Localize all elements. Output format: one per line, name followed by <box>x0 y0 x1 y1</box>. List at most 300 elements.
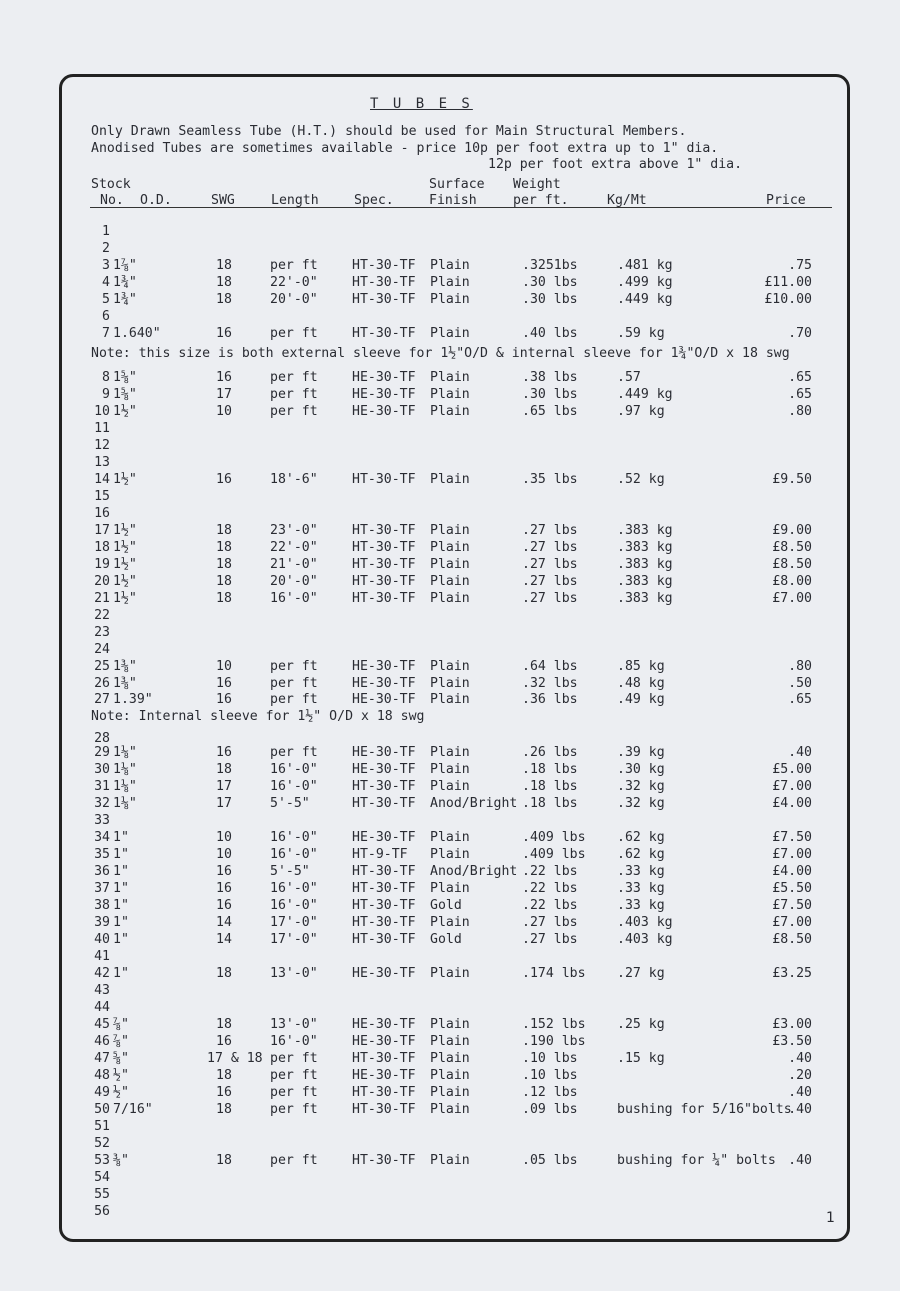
stock-no: 45 <box>94 1017 110 1032</box>
table-row <box>0 1068 900 1084</box>
length: 21'-0" <box>270 557 318 572</box>
surface-finish: Plain <box>430 387 470 402</box>
stock-no: 39 <box>94 915 110 930</box>
outer-diameter: ½" <box>113 1085 129 1100</box>
surface-finish: Gold <box>430 932 462 947</box>
header-spec: Spec. <box>354 193 394 208</box>
swg-gauge: 18 <box>216 1153 232 1168</box>
kg-per-metre: .62 kg <box>617 830 665 845</box>
weight-per-ft: .27 lbs <box>522 540 578 555</box>
stock-no: 22 <box>94 608 110 623</box>
swg-gauge: 16 <box>216 676 232 691</box>
stock-no: 42 <box>94 966 110 981</box>
weight-per-ft: .30 lbs <box>522 275 578 290</box>
spec: HE-30-TF <box>352 966 416 981</box>
price: .40 <box>788 1085 812 1100</box>
table-row <box>0 692 900 708</box>
surface-finish: Plain <box>430 591 470 606</box>
price: .80 <box>788 659 812 674</box>
weight-per-ft: .27 lbs <box>522 557 578 572</box>
length: per ft <box>270 370 318 385</box>
stock-no: 23 <box>94 625 110 640</box>
kg-per-metre: .27 kg <box>617 966 665 981</box>
length: per ft <box>270 745 318 760</box>
outer-diameter: 7/16" <box>113 1102 153 1117</box>
outer-diameter: 1.39" <box>113 692 153 707</box>
stock-no: 8 <box>102 370 110 385</box>
note-sleeve-1: Note: this size is both external sleeve for 1½"O/D & internal sleeve for 1¾"O/D x 18 swg <box>91 346 790 361</box>
stock-no: 43 <box>94 983 110 998</box>
surface-finish: Plain <box>430 292 470 307</box>
kg-per-metre: .383 kg <box>617 557 673 572</box>
stock-no: 37 <box>94 881 110 896</box>
length: 16'-0" <box>270 1034 318 1049</box>
outer-diameter: 1⅝" <box>113 387 137 402</box>
surface-finish: Plain <box>430 762 470 777</box>
outer-diameter: 1" <box>113 864 129 879</box>
spec: HE-30-TF <box>352 692 416 707</box>
length: 23'-0" <box>270 523 318 538</box>
outer-diameter: 1⅛" <box>113 745 137 760</box>
stock-no: 40 <box>94 932 110 947</box>
price: .50 <box>788 676 812 691</box>
length: per ft <box>270 404 318 419</box>
page-title: T U B E S <box>370 96 473 112</box>
price: £7.00 <box>772 847 812 862</box>
header-kg-mt: Kg/Mt <box>607 193 647 208</box>
stock-no: 38 <box>94 898 110 913</box>
weight-per-ft: .174 lbs <box>522 966 586 981</box>
weight-per-ft: .27 lbs <box>522 591 578 606</box>
price: £7.00 <box>772 779 812 794</box>
stock-no: 34 <box>94 830 110 845</box>
table-row <box>0 523 900 539</box>
price: .40 <box>788 1051 812 1066</box>
kg-per-metre: .33 kg <box>617 898 665 913</box>
price: .65 <box>788 692 812 707</box>
swg-gauge: 16 <box>216 898 232 913</box>
surface-finish: Plain <box>430 847 470 862</box>
spec: HT-30-TF <box>352 1085 416 1100</box>
kg-per-metre: .25 kg <box>617 1017 665 1032</box>
outer-diameter: 1½" <box>113 574 137 589</box>
weight-per-ft: .152 lbs <box>522 1017 586 1032</box>
length: 16'-0" <box>270 898 318 913</box>
weight-per-ft: .30 lbs <box>522 387 578 402</box>
stock-no: 36 <box>94 864 110 879</box>
weight-per-ft: .64 lbs <box>522 659 578 674</box>
price: £5.50 <box>772 881 812 896</box>
surface-finish: Plain <box>430 1085 470 1100</box>
table-row <box>0 830 900 846</box>
stock-no: 35 <box>94 847 110 862</box>
stock-no: 30 <box>94 762 110 777</box>
swg-gauge: 18 <box>216 540 232 555</box>
surface-finish: Plain <box>430 745 470 760</box>
stock-no: 18 <box>94 540 110 555</box>
spec: HT-30-TF <box>352 292 416 307</box>
length: per ft <box>270 1068 318 1083</box>
swg-gauge: 16 <box>216 326 232 341</box>
kg-per-metre: .33 kg <box>617 864 665 879</box>
surface-finish: Plain <box>430 881 470 896</box>
length: 16'-0" <box>270 881 318 896</box>
page-number: 1 <box>826 1210 835 1226</box>
spec: HE-30-TF <box>352 1017 416 1032</box>
table-row <box>0 241 900 257</box>
kg-per-metre: bushing for ¼" bolts <box>617 1153 776 1168</box>
stock-no: 2 <box>102 241 110 256</box>
price: £7.00 <box>772 591 812 606</box>
stock-no: 17 <box>94 523 110 538</box>
price: £4.00 <box>772 796 812 811</box>
stock-no: 11 <box>94 421 110 436</box>
weight-per-ft: .27 lbs <box>522 523 578 538</box>
stock-no: 10 <box>94 404 110 419</box>
price: .40 <box>788 1153 812 1168</box>
table-row <box>0 506 900 522</box>
weight-per-ft: .18 lbs <box>522 762 578 777</box>
kg-per-metre: .403 kg <box>617 915 673 930</box>
stock-no: 12 <box>94 438 110 453</box>
length: per ft <box>270 659 318 674</box>
spec: HT-30-TF <box>352 472 416 487</box>
table-row <box>0 1204 900 1220</box>
table-row <box>0 1085 900 1101</box>
weight-per-ft: .27 lbs <box>522 574 578 589</box>
price: .70 <box>788 326 812 341</box>
price: £7.00 <box>772 915 812 930</box>
table-row <box>0 864 900 880</box>
header-per-ft: per ft. <box>513 193 569 208</box>
weight-per-ft: .3251bs <box>522 258 578 273</box>
swg-gauge: 18 <box>216 1102 232 1117</box>
swg-gauge: 18 <box>216 966 232 981</box>
spec: HT-30-TF <box>352 523 416 538</box>
outer-diameter: 1" <box>113 847 129 862</box>
stock-no: 20 <box>94 574 110 589</box>
spec: HE-30-TF <box>352 745 416 760</box>
stock-no: 55 <box>94 1187 110 1202</box>
length: per ft <box>270 1102 318 1117</box>
spec: HT-30-TF <box>352 258 416 273</box>
swg-gauge: 17 <box>216 387 232 402</box>
weight-per-ft: .10 lbs <box>522 1051 578 1066</box>
spec: HE-30-TF <box>352 830 416 845</box>
surface-finish: Plain <box>430 830 470 845</box>
price: £9.50 <box>772 472 812 487</box>
stock-no: 33 <box>94 813 110 828</box>
outer-diameter: 1¾" <box>113 292 137 307</box>
price: .65 <box>788 387 812 402</box>
weight-per-ft: .27 lbs <box>522 932 578 947</box>
swg-gauge: 16 <box>216 1085 232 1100</box>
weight-per-ft: .18 lbs <box>522 779 578 794</box>
price: £8.50 <box>772 932 812 947</box>
kg-per-metre: .39 kg <box>617 745 665 760</box>
swg-gauge: 14 <box>216 932 232 947</box>
swg-gauge: 16 <box>216 472 232 487</box>
weight-per-ft: .22 lbs <box>522 898 578 913</box>
intro-line-1: Only Drawn Seamless Tube (H.T.) should be used for Main Structural Members. <box>91 124 687 139</box>
table-row <box>0 1034 900 1050</box>
weight-per-ft: .32 lbs <box>522 676 578 691</box>
spec: HE-30-TF <box>352 404 416 419</box>
swg-gauge: 18 <box>216 557 232 572</box>
stock-no: 6 <box>102 309 110 324</box>
kg-per-metre: .30 kg <box>617 762 665 777</box>
table-row <box>0 676 900 692</box>
kg-per-metre: .59 kg <box>617 326 665 341</box>
kg-per-metre: bushing for 5/16"bolts <box>617 1102 792 1117</box>
surface-finish: Plain <box>430 1153 470 1168</box>
length: per ft <box>270 258 318 273</box>
price: .40 <box>788 1102 812 1117</box>
outer-diameter: 1⅜" <box>113 676 137 691</box>
table-row <box>0 1153 900 1169</box>
stock-no: 5 <box>102 292 110 307</box>
outer-diameter: 1½" <box>113 472 137 487</box>
outer-diameter: 1⅜" <box>113 659 137 674</box>
stock-no: 46 <box>94 1034 110 1049</box>
surface-finish: Plain <box>430 557 470 572</box>
spec: HT-30-TF <box>352 898 416 913</box>
length: 13'-0" <box>270 966 318 981</box>
length: 20'-0" <box>270 292 318 307</box>
stock-no: 50 <box>94 1102 110 1117</box>
length: 20'-0" <box>270 574 318 589</box>
intro-line-2: Anodised Tubes are sometimes available - price 10p per foot extra up to 1" dia. <box>91 141 719 156</box>
swg-gauge: 18 <box>216 1068 232 1083</box>
swg-gauge: 18 <box>216 591 232 606</box>
intro-line-3: 12p per foot extra above 1" dia. <box>488 157 743 172</box>
price: £4.00 <box>772 864 812 879</box>
stock-no: 47 <box>94 1051 110 1066</box>
spec: HT-30-TF <box>352 932 416 947</box>
spec: HE-30-TF <box>352 387 416 402</box>
surface-finish: Plain <box>430 1068 470 1083</box>
table-row <box>0 1119 900 1135</box>
outer-diameter: 1⅛" <box>113 762 137 777</box>
stock-no: 4 <box>102 275 110 290</box>
length: 18'-6" <box>270 472 318 487</box>
spec: HE-30-TF <box>352 1034 416 1049</box>
stock-no: 31 <box>94 779 110 794</box>
header-no: No. <box>100 193 124 208</box>
length: 17'-0" <box>270 932 318 947</box>
length: per ft <box>270 1153 318 1168</box>
weight-per-ft: .22 lbs <box>522 864 578 879</box>
table-row <box>0 387 900 403</box>
stock-no: 41 <box>94 949 110 964</box>
length: 16'-0" <box>270 591 318 606</box>
table-row <box>0 326 900 342</box>
table-row <box>0 1051 900 1067</box>
kg-per-metre: .97 kg <box>617 404 665 419</box>
stock-no: 3 <box>102 258 110 273</box>
price: £10.00 <box>764 292 812 307</box>
outer-diameter: 1" <box>113 898 129 913</box>
length: 16'-0" <box>270 847 318 862</box>
table-row <box>0 642 900 658</box>
surface-finish: Plain <box>430 1017 470 1032</box>
length: 16'-0" <box>270 830 318 845</box>
weight-per-ft: .18 lbs <box>522 796 578 811</box>
table-row <box>0 659 900 675</box>
spec: HT-30-TF <box>352 557 416 572</box>
outer-diameter: 1½" <box>113 540 137 555</box>
surface-finish: Plain <box>430 540 470 555</box>
spec: HT-30-TF <box>352 864 416 879</box>
table-row <box>0 1136 900 1152</box>
outer-diameter: 1" <box>113 915 129 930</box>
swg-gauge: 16 <box>216 1034 232 1049</box>
stock-no: 21 <box>94 591 110 606</box>
table-row <box>0 591 900 607</box>
outer-diameter: 1⅝" <box>113 370 137 385</box>
outer-diameter: 1⅞" <box>113 258 137 273</box>
weight-per-ft: .09 lbs <box>522 1102 578 1117</box>
surface-finish: Plain <box>430 966 470 981</box>
length: 17'-0" <box>270 915 318 930</box>
weight-per-ft: .22 lbs <box>522 881 578 896</box>
price: .75 <box>788 258 812 273</box>
header-length: Length <box>271 193 319 208</box>
swg-gauge: 16 <box>216 370 232 385</box>
stock-no: 27 <box>94 692 110 707</box>
table-row <box>0 881 900 897</box>
spec: HT-30-TF <box>352 591 416 606</box>
outer-diameter: 1" <box>113 830 129 845</box>
surface-finish: Plain <box>430 692 470 707</box>
outer-diameter: 1.640" <box>113 326 161 341</box>
table-row <box>0 1017 900 1033</box>
kg-per-metre: .449 kg <box>617 387 673 402</box>
header-finish: Finish <box>429 193 477 208</box>
table-row <box>0 608 900 624</box>
swg-gauge: 18 <box>216 523 232 538</box>
table-row <box>0 1170 900 1186</box>
stock-no: 13 <box>94 455 110 470</box>
outer-diameter: 1¾" <box>113 275 137 290</box>
spec: HT-30-TF <box>352 540 416 555</box>
swg-gauge: 18 <box>216 275 232 290</box>
kg-per-metre: .33 kg <box>617 881 665 896</box>
stock-no: 29 <box>94 745 110 760</box>
length: per ft <box>270 387 318 402</box>
weight-per-ft: .409 lbs <box>522 847 586 862</box>
kg-per-metre: .499 kg <box>617 275 673 290</box>
surface-finish: Plain <box>430 275 470 290</box>
surface-finish: Plain <box>430 779 470 794</box>
table-row <box>0 932 900 948</box>
weight-per-ft: .38 lbs <box>522 370 578 385</box>
surface-finish: Plain <box>430 472 470 487</box>
swg-gauge: 17 <box>216 796 232 811</box>
surface-finish: Plain <box>430 1034 470 1049</box>
kg-per-metre: .85 kg <box>617 659 665 674</box>
stock-no: 19 <box>94 557 110 572</box>
price: £8.50 <box>772 540 812 555</box>
surface-finish: Plain <box>430 258 470 273</box>
table-row <box>0 438 900 454</box>
weight-per-ft: .26 lbs <box>522 745 578 760</box>
length: 13'-0" <box>270 1017 318 1032</box>
price: £9.00 <box>772 523 812 538</box>
price: £5.00 <box>772 762 812 777</box>
length: per ft <box>270 1051 318 1066</box>
table-row <box>0 557 900 573</box>
header-surface: Surface <box>429 177 485 192</box>
swg-gauge: 18 <box>216 1017 232 1032</box>
kg-per-metre: .383 kg <box>617 574 673 589</box>
kg-per-metre: .57 <box>617 370 641 385</box>
table-row <box>0 1102 900 1118</box>
weight-per-ft: .30 lbs <box>522 292 578 307</box>
length: 5'-5" <box>270 864 310 879</box>
swg-gauge: 10 <box>216 830 232 845</box>
kg-per-metre: .15 kg <box>617 1051 665 1066</box>
stock-no: 9 <box>102 387 110 402</box>
table-row <box>0 966 900 982</box>
stock-no: 24 <box>94 642 110 657</box>
outer-diameter: 1½" <box>113 404 137 419</box>
note-sleeve-2: Note: Internal sleeve for 1½" O/D x 18 swg <box>91 709 425 724</box>
kg-per-metre: .52 kg <box>617 472 665 487</box>
table-row <box>0 224 900 240</box>
surface-finish: Plain <box>430 370 470 385</box>
table-row <box>0 309 900 325</box>
table-row <box>0 847 900 863</box>
surface-finish: Plain <box>430 659 470 674</box>
stock-no: 48 <box>94 1068 110 1083</box>
outer-diameter: 1" <box>113 966 129 981</box>
kg-per-metre: .481 kg <box>617 258 673 273</box>
outer-diameter: 1⅛" <box>113 796 137 811</box>
kg-per-metre: .403 kg <box>617 932 673 947</box>
header-stock: Stock <box>91 177 131 192</box>
spec: HE-30-TF <box>352 659 416 674</box>
spec: HT-30-TF <box>352 1153 416 1168</box>
table-row <box>0 489 900 505</box>
outer-diameter: 1" <box>113 881 129 896</box>
table-row <box>0 540 900 556</box>
stock-no: 16 <box>94 506 110 521</box>
swg-gauge: 18 <box>216 292 232 307</box>
table-row <box>0 983 900 999</box>
swg-gauge: 16 <box>216 692 232 707</box>
price: £8.00 <box>772 574 812 589</box>
swg-gauge: 18 <box>216 258 232 273</box>
header-swg: SWG <box>211 193 235 208</box>
header-price: Price <box>766 193 806 208</box>
table-row <box>0 421 900 437</box>
swg-gauge: 10 <box>216 659 232 674</box>
spec: HE-30-TF <box>352 370 416 385</box>
kg-per-metre: .32 kg <box>617 796 665 811</box>
spec: HT-30-TF <box>352 326 416 341</box>
weight-per-ft: .05 lbs <box>522 1153 578 1168</box>
kg-per-metre: .48 kg <box>617 676 665 691</box>
weight-per-ft: .35 lbs <box>522 472 578 487</box>
kg-per-metre: .32 kg <box>617 779 665 794</box>
stock-no: 14 <box>94 472 110 487</box>
length: per ft <box>270 692 318 707</box>
price: .40 <box>788 745 812 760</box>
weight-per-ft: .10 lbs <box>522 1068 578 1083</box>
price: £7.50 <box>772 830 812 845</box>
price: £3.50 <box>772 1034 812 1049</box>
